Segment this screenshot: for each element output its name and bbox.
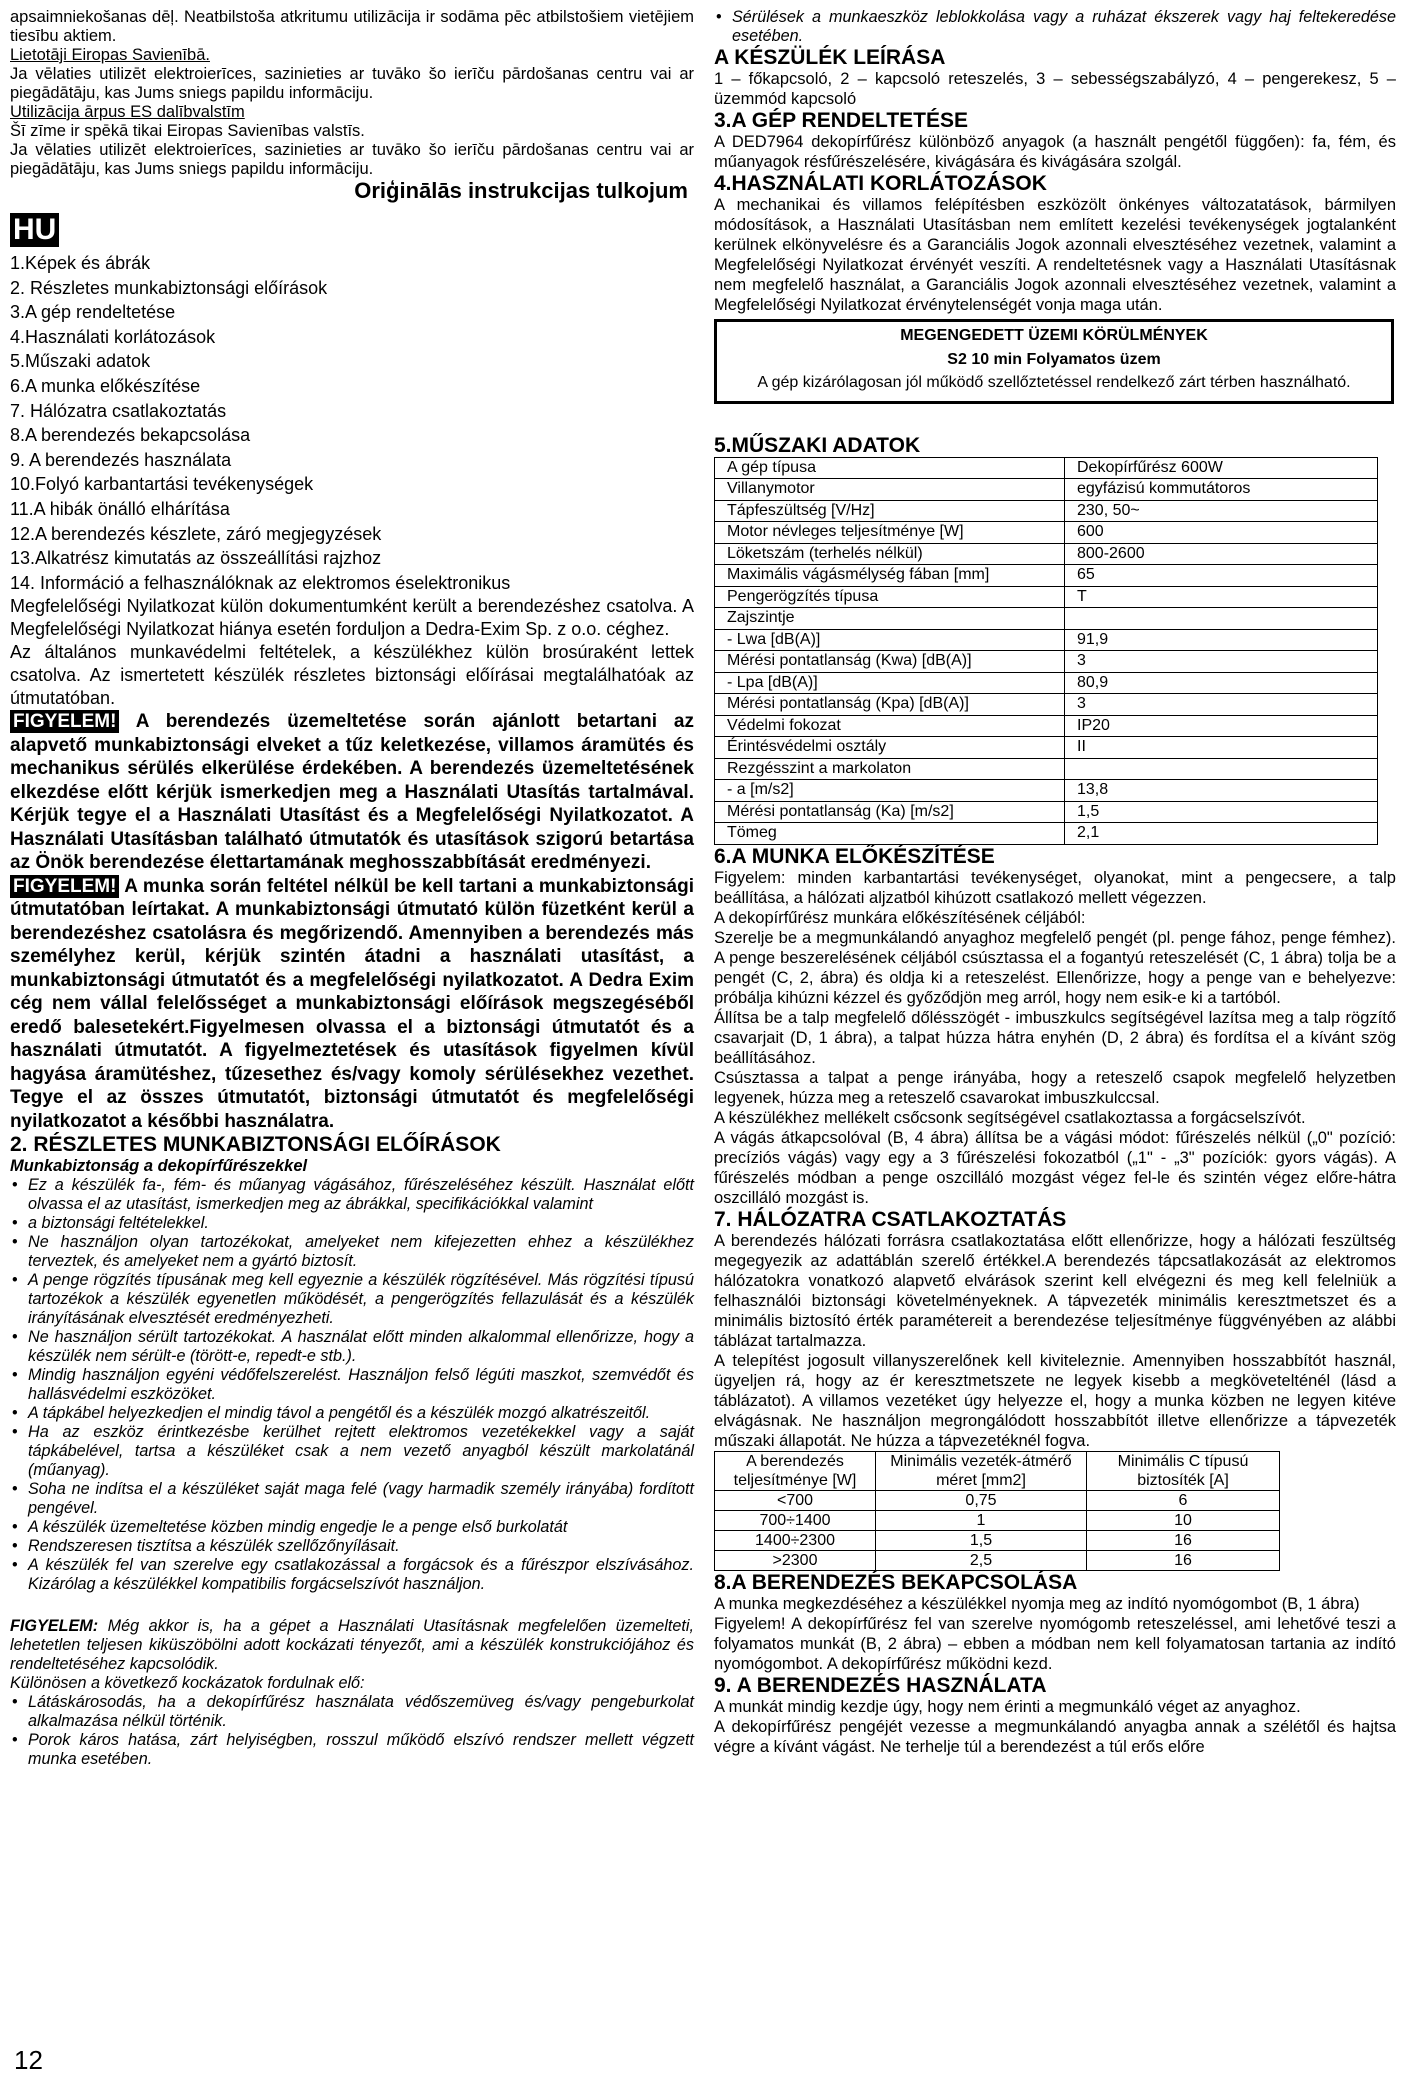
operating-mode: S2 10 min Folyamatos üzem: [947, 350, 1161, 368]
toc-item: 4.Használati korlátozások: [10, 326, 216, 347]
cable-cell: 16: [1087, 1550, 1280, 1570]
list-item: • Ha az eszköz érintkezésbe kerülhet rejtett elektromos vezetékekkel vagy a saját tápkábelével, tartsa a készüléket csak a nem vezető anyagból készült markolatánál (műanyag).: [10, 1423, 694, 1480]
spec-value: 800-2600: [1065, 543, 1378, 565]
cable-cell: 1400÷2300: [715, 1530, 876, 1550]
table-row: [715, 522, 1378, 544]
cable-cell: 1: [876, 1510, 1087, 1530]
section-8-para: A munka megkezdéséhez a készülékkel nyomja meg az indító nyomógombot (B, 1 ábra): [714, 1594, 1360, 1613]
section-7-para: A telepítést jogosult villanyszerelőnek kell kiviteleznie. Amennyiben hosszabbítót használ, ügyeljen rá, hogy az ér keresztmetszete ne legyek kisebb a megkövetelténél (lásd a táblázatot). A villamos vezetéket úgy helyezze el, hogy a munka közben ne legyen kitéve elvágásnak. Ne használjon megrongálódott hosszabbítót illetve ellenőrizze a tápvezeték műszaki állapotát. Ne húzza a tápvezetéknél fogva.: [714, 1351, 1396, 1450]
table-row: [715, 500, 1378, 522]
table-row: [715, 651, 1378, 673]
toc-item: 5.Műszaki adatok: [10, 351, 151, 372]
top-bullet-list: [714, 8, 1396, 46]
list-item: • A készülék fel van szerelve egy csatlakozással a forgácsok és a fűrészpor elszívásához. Kizárólag a készülékkel kompatibilis forgácselszívót használjon.: [10, 1556, 694, 1594]
residual-risk-para: [10, 1617, 694, 1674]
spec-label: Löketszám (terhelés nélkül): [715, 543, 1065, 565]
spec-label: Maximális vágásmélység fában [mm]: [715, 565, 1065, 587]
list-item: • A tápkábel helyezkedjen el mindig távol a pengétől és a készülék mozgó alkatrészeitől.: [10, 1404, 694, 1423]
table-row: [715, 1550, 1280, 1570]
toc-item: 9. A berendezés használata: [10, 449, 232, 470]
section-6-para: Csúsztassa a talpat a penge irányába, hogy a reteszelő csapok megfelelő helyzetben legyenek, húzza meg a reteszelő csavarokat imbuszkulccsal.: [714, 1068, 1396, 1107]
spec-value: [1065, 608, 1378, 630]
table-row: [715, 758, 1378, 780]
section-6-para: Állítsa be a talp megfelelő dőlésszögét - imbuszkulcs segítségével lazítsa meg a talp rögzítő csavarjait (D, 1 ábra), a talpat húzza hátra enyhén (D, 2 ábra) és fordítsa el a kívánt szög beállításához.: [714, 1008, 1396, 1067]
spec-value: egyfázisú kommutátoros: [1065, 479, 1378, 501]
spec-label: Mérési pontatlanság (Kpa) [dB(A)]: [715, 694, 1065, 716]
table-row: [715, 737, 1378, 759]
table-row: [715, 543, 1378, 565]
table-row: [715, 1490, 1280, 1510]
cable-header-fuse: Minimális C típusú biztosíték [A]: [1087, 1451, 1280, 1490]
list-item: • A penge rögzítés típusának meg kell egyeznie a készülék rögzítésével. Más rögzítési típusú tartozékok a készülék egyenetlen működését, a pengerögzítés fellazulását és a készülék irányításának elvesztését eredményezheti.: [10, 1271, 694, 1328]
operating-conditions-box: [714, 319, 1394, 404]
spec-value: 65: [1065, 565, 1378, 587]
intro-heading-eu: Lietotāji Eiropas Savienībā.: [10, 46, 210, 64]
list-item: • Soha ne indítsa el a készüléket saját maga felé (vagy harmadik személy irányába) fordított pengével.: [10, 1480, 694, 1518]
toc-item: 3.A gép rendeltetése: [10, 302, 176, 323]
list-item: • a biztonsági feltételekkel.: [10, 1214, 694, 1233]
toc-item: 1.Képek és ábrák: [10, 253, 151, 273]
spec-value: IP20: [1065, 715, 1378, 737]
spec-value: 91,9: [1065, 629, 1378, 651]
table-row: [715, 457, 1378, 479]
section-7-para: A berendezés hálózati forrásra csatlakoztatása előtt ellenőrizze, hogy a hálózati feszültség megegyezik az adattáblán szerelő értékkel.A berendezés tápcsatlakozását az elektromos hálózatokra vonatkozó alapvető elvárások szerint kell elvégezni és meg kell felelniük a felhasználói biztonsági követelményeknek. A tápvezeték minimális keresztmetszet és a minimális biztosító érték paramétereit a berendezése teljesítménye függvényében az alábbi táblázat tartalmazza.: [714, 1231, 1396, 1350]
warning-label: FIGYELEM!: [10, 710, 119, 733]
table-row: [715, 801, 1378, 823]
spec-label: Zajszintje: [715, 608, 1065, 630]
spec-label: Tömeg: [715, 823, 1065, 845]
spec-value: 600: [1065, 522, 1378, 544]
table-of-contents: [10, 251, 694, 595]
cable-cell: 6: [1087, 1490, 1280, 1510]
right-column: [714, 8, 1396, 1757]
section-6-para: Figyelem: minden karbantartási tevékenységet, olyanokat, mint a pengecsere, a talp beállítása, a hálózati aljzatból kihúzott csatlakozó mellett végezzen.: [714, 868, 1396, 907]
section-6-para: A készülékhez mellékelt csőcsonk segítségével csatlakoztassa a forgácselszívót.: [714, 1108, 1306, 1127]
language-badge: HU: [10, 213, 59, 247]
table-row: [715, 479, 1378, 501]
spec-value: 80,9: [1065, 672, 1378, 694]
section-5-title: 5.MŰSZAKI ADATOK: [714, 433, 921, 457]
technical-data-table: [714, 457, 1378, 845]
device-description-text: 1 – főkapcsoló, 2 – kapcsoló reteszelés, 3 – sebességszabályzó, 4 – pengerekesz, 5 – üzemmód kapcsoló: [714, 70, 1396, 108]
toc-item: 2. Részletes munkabiztonsági előírások: [10, 277, 328, 298]
cable-cell: 10: [1087, 1510, 1280, 1530]
cable-cell: 0,75: [876, 1490, 1087, 1510]
list-item: • Mindig használjon egyéni védőfelszerelést. Használjon felső légúti maszkot, szemvédőt és hallásvédelmi eszközöket.: [10, 1366, 694, 1404]
risk-intro: Különösen a következő kockázatok fordulnak elő:: [10, 1674, 365, 1693]
page-number: 12: [14, 2045, 43, 2075]
section-4-text: A mechanikai és villamos felépítésben eszközölt önkényes változatatások, bármilyen módosítások, a Használati Utasításban nem említett kezelési tevékenységek jogtalanként kerülnek elkönyvelésre és a Garanciális Jogok azonnali elvesztéséhez vezetnek, valamint a Megfelelőségi Nyilatkozat érvényét veszíti. A rendeltetésnek vagy a Használati Utasításnak nem megfelelő használat, a Garanciális Jogok azonnali elvesztéséhez vezetnek, valamint a Megfelelőségi Nyilatkozat érvénytelenségét vonja maga után.: [714, 196, 1396, 314]
spec-value: [1065, 758, 1378, 780]
spec-label: A gép típusa: [715, 457, 1065, 479]
intro-para-4: Ja vēlaties utilizēt elektroierīces, sazinieties ar tuvāko šo ierīču pārdošanas centru vai ar piegādātāju, kas Jums sniegs papildu informāciju.: [10, 141, 694, 178]
device-description-title: A KÉSZÜLÉK LEÍRÁSA: [714, 46, 946, 69]
residual-risk-text: Még akkor is, ha a gépet a Használati Utasításnak megfelelően üzemelteti, lehetetlen teljesen kiküszöbölni adott kockázati tényezőt, ami a készülék konstrukciójához és rendeltetéséhez kapcsolódik.: [10, 1617, 694, 1674]
risk-bullet-list: [10, 1693, 694, 1769]
spec-value: Dekopírfűrész 600W: [1065, 457, 1378, 479]
section-6-para: Szerelje be a megmunkálandó anyaghoz megfelelő pengét (pl. penge fához, penge fémhez). A penge beszerelésének céljából csúsztassa el a fogantyú reteszelését (C, 1 ábra) tolja be a pengét (C, 2, ábra) és oldja ki a reteszelést. Ellenőrizze, hogy a penge van e behelyezve: próbálja kihúzni kézzel és győződjön meg arról, hogy nem esik-e ki a tartóból.: [714, 928, 1396, 1007]
declaration-para: Megfelelőségi Nyilatkozat külön dokumentumként került a berendezéshez csatolva. A Megfelelőségi Nyilatkozat hiánya esetén forduljon a Dedra-Exim Sp. z o.o. céghez.: [10, 596, 694, 640]
list-item: • Ne használjon olyan tartozékokat, amelyeket nem kifejezetten ehhez a készülékhez terveztek, és amelyeket nem a gyártó biztosít.: [10, 1233, 694, 1271]
general-conditions-para: Az általános munkavédelmi feltételek, a készülékhez külön brosúraként lettek csatolva. Az ismertetett készülék részletes biztonsági előírásai megtalálhatóak az útmutatóban.: [10, 642, 694, 709]
section-6-para: A dekopírfűrész munkára előkészítésének céljából:: [714, 908, 1086, 927]
list-item: • Porok káros hatása, zárt helyiségben, rosszul működő elszívó rendszer mellett végzett munka esetében.: [10, 1731, 694, 1769]
toc-item: 12.A berendezés készlete, záró megjegyzések: [10, 523, 382, 544]
list-item: • Ez a készülék fa-, fém- és műanyag vágásához, fűrészeléséhez készült. Használat előtt olvassa el az utasítást, ismerkedjen meg az ábrákkal, specifikációkkal valamint: [10, 1176, 694, 1214]
spec-label: Rezgésszint a markolaton: [715, 758, 1065, 780]
operating-conditions-title: MEGENGEDETT ÜZEMI KÖRÜLMÉNYEK: [900, 327, 1208, 344]
table-row: [715, 586, 1378, 608]
table-row: [715, 565, 1378, 587]
toc-item: 6.A munka előkészítése: [10, 375, 201, 396]
spec-value: T: [1065, 586, 1378, 608]
table-row: [715, 1530, 1280, 1550]
cable-header-wire: Minimális vezeték-átmérő méret [mm2]: [876, 1451, 1087, 1490]
intro-para-1: apsaimniekošanas dēļ. Neatbilstoša atkritumu utilizācija ir sodāma pēc atbilstošiem vietējiem tiesību aktiem.: [10, 8, 694, 45]
spec-label: - Lwa [dB(A)]: [715, 629, 1065, 651]
cable-table: [714, 1451, 1280, 1571]
toc-item: 13.Alkatrész kimutatás az összeállítási rajzhoz: [10, 548, 382, 569]
section-3-title: 3.A GÉP RENDELTETÉSE: [714, 109, 968, 132]
section-2-subtitle: Munkabiztonság a dekopírfűrészekkel: [10, 1157, 308, 1176]
section-6-para: A vágás átkapcsolóval (B, 4 ábra) állítsa be a vágási módot: fűrészelés nélkül („0" pozíció: precíziós vágás) vagy egy a 3 fűrészelési fokozatból („1" - „3" pozíciók: gyors vágás). A fűrészelés módban a penge oszcilláló mozgást végez fel-le és szintén végez előre-hátra oszcilláló mozgást is.: [714, 1128, 1396, 1207]
spec-label: Motor névleges teljesítménye [W]: [715, 522, 1065, 544]
table-row: [715, 629, 1378, 651]
table-row: [715, 1510, 1280, 1530]
figyelem-label: FIGYELEM:: [10, 1617, 99, 1636]
intro-para-2: Ja vēlaties utilizēt elektroierīces, sazinieties ar tuvāko šo ierīču pārdošanas centru vai ar piegādātāju, kas Jums sniegs papildu informāciju.: [10, 65, 694, 102]
section-2-title: 2. RÉSZLETES MUNKABIZTONSÁGI ELŐÍRÁSOK: [10, 1133, 501, 1157]
warning-label: FIGYELEM!: [10, 875, 119, 898]
list-item: • A készülék üzemeltetése közben mindig engedje le a penge első burkolatát: [10, 1518, 694, 1537]
section-9-para: A dekopírfűrész pengéjét vezesse a megmunkálandó anyagba annak a szélétől és hajtsa végre a kívánt vágást. Ne terhelje túl a berendezést a túl erős előre: [714, 1717, 1396, 1756]
toc-item: 11.A hibák önálló elhárítása: [10, 498, 230, 519]
list-item: • Rendszeresen tisztítsa a készülék szellőzőnyílásait.: [10, 1537, 694, 1556]
cable-cell: >2300: [715, 1550, 876, 1570]
intro-para-3: Šī zīme ir spēkā tikai Eiropas Savienības valstīs.: [10, 122, 365, 140]
original-instructions-title: Oriģinālās instrukcijas tulkojum: [354, 178, 688, 203]
left-column: [10, 8, 694, 1769]
section-9-para: A munkát mindig kezdje úgy, hogy nem érinti a megmunkáló véget az anyaghoz.: [714, 1697, 1301, 1716]
spec-label: - Lpa [dB(A)]: [715, 672, 1065, 694]
table-row: [715, 672, 1378, 694]
list-item: • Sérülések a munkaeszköz leblokkolása vagy a ruházat ékszerek vagy haj feltekeredése esetében.: [714, 8, 1396, 46]
spec-value: 3: [1065, 694, 1378, 716]
table-row: [715, 780, 1378, 802]
spec-value: 1,5: [1065, 801, 1378, 823]
spec-label: Pengerögzítés típusa: [715, 586, 1065, 608]
cable-header-power: A berendezés teljesítménye [W]: [715, 1451, 876, 1490]
cable-cell: 700÷1400: [715, 1510, 876, 1530]
toc-item: 8.A berendezés bekapcsolása: [10, 425, 251, 446]
list-item: • Látáskárosodás, ha a dekopírfűrész használata védőszemüveg és/vagy pengeburkolat alkalmazása nélkül történik.: [10, 1693, 694, 1731]
toc-item: 10.Folyó karbantartási tevékenységek: [10, 474, 314, 495]
cable-cell: 2,5: [876, 1550, 1087, 1570]
cable-cell: 1,5: [876, 1530, 1087, 1550]
table-row: [715, 823, 1378, 845]
table-row: [715, 694, 1378, 716]
section-4-title: 4.HASZNÁLATI KORLÁTOZÁSOK: [714, 172, 1047, 195]
spec-value: II: [1065, 737, 1378, 759]
section-6-title: 6.A MUNKA ELŐKÉSZÍTÉSE: [714, 844, 995, 868]
list-item: • Ne használjon sérült tartozékokat. A használat előtt minden alkalommal ellenőrizze, hogy a készülék nem sérült-e (törött-e, repedt-e stb.).: [10, 1328, 694, 1366]
spec-label: Villanymotor: [715, 479, 1065, 501]
spec-value: 13,8: [1065, 780, 1378, 802]
section-7-title: 7. HÁLÓZATRA CSATLAKOZTATÁS: [714, 1207, 1067, 1231]
warning-block-2: [10, 875, 694, 1134]
table-row: [715, 608, 1378, 630]
warning-text-2: A munka során feltétel nélkül be kell tartani a munkabiztonsági útmutatóban leírtakat. A munkabiztonsági útmutató külön füzetként kerül a berendezéshez csatolásra és megőrizendő. Amennyiben a berendezés más személyhez kerül, kérjük szintén átadni a használati utasítást, a munkabiztonsági útmutatót és a megfelelőségi nyilatkozatot. A Dedra Exim cég nem vállal felelősséget a munkabiztonsági előírások megszegéséből eredő balesetekért.Figyelmesen olvassa el a biztonsági útmutatót és a használati útmutatót. A figyelmeztetések és utasítások figyelmen kívül hagyása áramütéshez, tűzesethez és/vagy komoly sérülésekhez vezethet. Tegye el az összes útmutatót, biztonsági útmutatót és megfelelőségi nyilatkozatot a későbbi használatra.: [10, 875, 694, 1132]
spec-label: Mérési pontatlanság (Ka) [m/s2]: [715, 801, 1065, 823]
table-row: [715, 715, 1378, 737]
safety-bullet-list: [10, 1176, 694, 1594]
warning-block-1: [10, 710, 694, 875]
toc-item: 7. Hálózatra csatlakoztatás: [10, 400, 227, 421]
spec-label: Védelmi fokozat: [715, 715, 1065, 737]
warning-text-1: A berendezés üzemeltetése során ajánlott betartani az alapvető munkabiztonsági elveket a tűz keletkezése, villamos áramütés és mechanikus sérülés elkerülése érdekében. A berendezés üzemeltetésének elkezdése előtt kérjük ismerkedjen meg a Használati Utasítás tartalmával. Kérjük tegye el a Használati Utasítást és a Megfelelőségi Nyilatkozatot. A Használati Utasításban található útmutatók és utasítások szigorú betartása az Önök berendezése élettartamának meghosszabbítását eredményezi.: [10, 711, 694, 874]
spec-label: - a [m/s2]: [715, 780, 1065, 802]
section-3-text: A DED7964 dekopírfűrész különböző anyagok (a használt pengétől függően): fa, fém, és műanyagok résfűrészelésére, kivágására és kivágására szolgál.: [714, 133, 1396, 171]
spec-label: Érintésvédelmi osztály: [715, 737, 1065, 759]
cable-cell: 16: [1087, 1530, 1280, 1550]
spec-label: Tápfeszültség [V/Hz]: [715, 500, 1065, 522]
operating-conditions-text: A gép kizárólagosan jól működő szellőztetéssel rendelkező zárt térben használható.: [757, 374, 1351, 391]
spec-value: 3: [1065, 651, 1378, 673]
spec-label: Mérési pontatlanság (Kwa) [dB(A)]: [715, 651, 1065, 673]
toc-item: 14. Információ a felhasználóknak az elektromos éselektronikus: [10, 572, 511, 593]
section-8-title: 8.A BERENDEZÉS BEKAPCSOLÁSA: [714, 1570, 1078, 1594]
section-9-title: 9. A BERENDEZÉS HASZNÁLATA: [714, 1673, 1047, 1697]
cable-cell: <700: [715, 1490, 876, 1510]
section-8-para: Figyelem! A dekopírfűrész fel van szerelve nyomógomb reteszeléssel, ami lehetővé teszi a folyamatos munkát (B, 2 ábra) – ebben a módban nem kell folyamatosan tartania az indító nyomógombot. A dekopírfűrész működni kezd.: [714, 1614, 1396, 1673]
spec-value: 2,1: [1065, 823, 1378, 845]
intro-heading-outside-eu: Utilizācija ārpus ES dalībvalstīm: [10, 103, 245, 121]
spec-value: 230, 50~: [1065, 500, 1378, 522]
